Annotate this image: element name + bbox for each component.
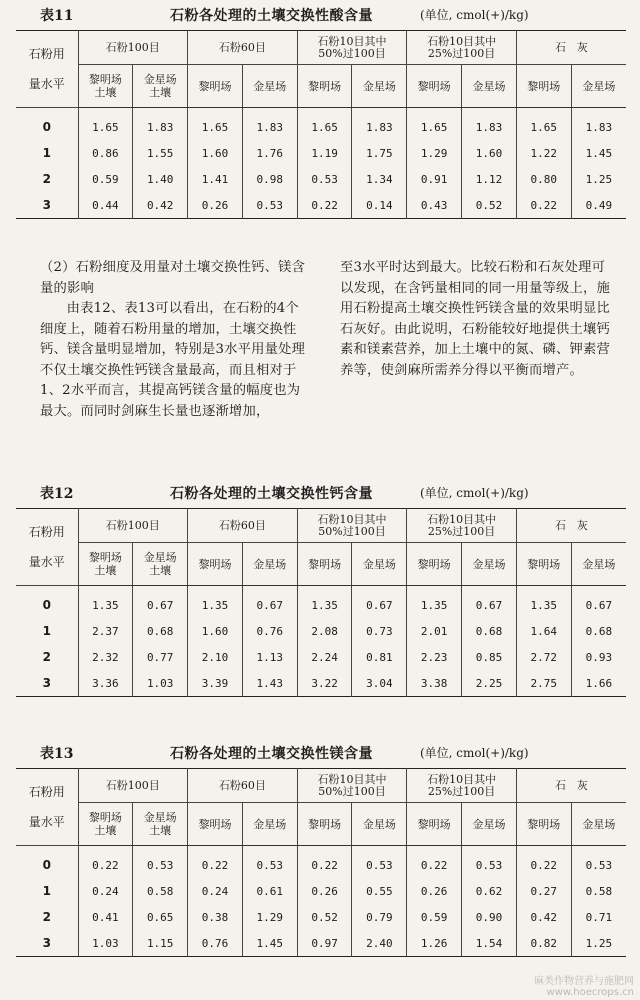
value-cell: 1.83	[133, 108, 188, 141]
data-table	[16, 508, 626, 697]
value-cell: 0.53	[462, 846, 517, 879]
value-cell: 1.43	[242, 670, 297, 697]
level-cell: 1	[42, 146, 51, 160]
value-cell: 1.83	[571, 108, 626, 141]
value-cell: 1.65	[516, 108, 571, 141]
value-cell: 0.58	[133, 878, 188, 904]
value-cell: 0.43	[407, 192, 462, 219]
data-table	[16, 768, 626, 957]
table-label: 表11	[40, 8, 74, 24]
value-cell: 0.82	[516, 930, 571, 957]
value-cell: 1.60	[188, 140, 243, 166]
column-subheader: 黎明场	[516, 65, 571, 108]
value-cell: 1.65	[78, 108, 133, 141]
table-title: 石粉各处理的土壤交换性酸含量	[170, 8, 373, 24]
column-group-header: 石 灰	[516, 31, 626, 65]
watermark-line: www.hoecrops.cn	[546, 987, 634, 998]
value-cell: 1.25	[571, 166, 626, 192]
value-cell: 1.12	[462, 166, 517, 192]
value-cell: 1.65	[407, 108, 462, 141]
value-cell: 0.14	[352, 192, 407, 219]
value-cell: 1.60	[462, 140, 517, 166]
column-subheader: 黎明场	[407, 803, 462, 846]
level-cell: 2	[42, 910, 51, 924]
paragraph-right	[340, 258, 610, 381]
level-cell: 2	[42, 172, 51, 186]
value-cell: 0.67	[462, 586, 517, 619]
value-cell: 2.24	[297, 644, 352, 670]
column-subheader: 黎明场 土壤	[78, 803, 133, 846]
value-cell: 0.68	[133, 618, 188, 644]
value-cell: 1.35	[407, 586, 462, 619]
value-cell: 1.29	[242, 904, 297, 930]
column-subheader: 黎明场	[516, 803, 571, 846]
watermark	[534, 976, 634, 998]
value-cell: 0.73	[352, 618, 407, 644]
value-cell: 0.26	[297, 878, 352, 904]
value-cell: 0.53	[571, 846, 626, 879]
value-cell: 1.13	[242, 644, 297, 670]
table-row	[16, 878, 626, 904]
column-group-header: 石粉10目其中 25%过100目	[407, 509, 517, 543]
value-cell: 1.15	[133, 930, 188, 957]
column-group-header: 石 灰	[516, 769, 626, 803]
value-cell: 3.04	[352, 670, 407, 697]
column-group-header: 石粉60目	[188, 509, 298, 543]
table-12-section	[0, 480, 640, 690]
value-cell: 0.26	[407, 878, 462, 904]
level-cell: 3	[42, 676, 51, 690]
table-row	[16, 108, 626, 141]
level-cell: 0	[42, 598, 51, 612]
value-cell: 0.68	[571, 618, 626, 644]
value-cell: 2.72	[516, 644, 571, 670]
column-group-header: 石粉10目其中 25%过100目	[407, 31, 517, 65]
row-header	[16, 769, 78, 846]
table-13-section	[0, 740, 640, 950]
value-cell: 1.35	[188, 586, 243, 619]
value-cell: 1.22	[516, 140, 571, 166]
value-cell: 0.42	[516, 904, 571, 930]
column-subheader: 金星场 土壤	[133, 65, 188, 108]
table-row	[16, 846, 626, 879]
value-cell: 0.65	[133, 904, 188, 930]
column-subheader: 金星场	[571, 65, 626, 108]
value-cell: 2.23	[407, 644, 462, 670]
table-row	[16, 586, 626, 619]
column-group-header: 石粉10目其中 50%过100目	[297, 31, 407, 65]
value-cell: 1.45	[571, 140, 626, 166]
column-subheader: 黎明场	[516, 543, 571, 586]
value-cell: 0.67	[352, 586, 407, 619]
value-cell: 0.76	[242, 618, 297, 644]
row-header-line: 量水平	[28, 555, 65, 569]
value-cell: 1.83	[242, 108, 297, 141]
value-cell: 0.98	[242, 166, 297, 192]
value-cell: 0.38	[188, 904, 243, 930]
value-cell: 1.65	[297, 108, 352, 141]
column-group-header: 石粉60目	[188, 31, 298, 65]
value-cell: 2.01	[407, 618, 462, 644]
value-cell: 0.81	[352, 644, 407, 670]
table-unit: (单位, cmol(+)/kg)	[420, 486, 529, 500]
value-cell: 0.53	[297, 166, 352, 192]
column-group-header: 石粉10目其中 25%过100目	[407, 769, 517, 803]
value-cell: 0.24	[188, 878, 243, 904]
column-group-header: 石 灰	[516, 509, 626, 543]
value-cell: 0.61	[242, 878, 297, 904]
value-cell: 1.41	[188, 166, 243, 192]
table-caption	[0, 2, 640, 24]
value-cell: 0.52	[462, 192, 517, 219]
value-cell: 0.67	[242, 586, 297, 619]
value-cell: 0.49	[571, 192, 626, 219]
value-cell: 1.40	[133, 166, 188, 192]
column-subheader: 黎明场 土壤	[78, 65, 133, 108]
value-cell: 2.08	[297, 618, 352, 644]
value-cell: 2.32	[78, 644, 133, 670]
value-cell: 0.86	[78, 140, 133, 166]
column-subheader: 金星场	[571, 543, 626, 586]
table-label: 表13	[40, 746, 74, 762]
row-header-line: 量水平	[28, 77, 65, 91]
column-subheader: 金星场	[352, 543, 407, 586]
column-subheader: 金星场	[571, 803, 626, 846]
value-cell: 0.53	[242, 846, 297, 879]
row-header-line: 石粉用	[28, 785, 65, 799]
watermark-line: 麻类作物营养与施肥网	[534, 976, 634, 987]
data-table	[16, 30, 626, 219]
value-cell: 0.59	[407, 904, 462, 930]
row-header-line: 石粉用	[28, 525, 65, 539]
value-cell: 0.79	[352, 904, 407, 930]
value-cell: 0.26	[188, 192, 243, 219]
value-cell: 2.10	[188, 644, 243, 670]
paragraph-left	[40, 258, 310, 422]
value-cell: 0.22	[188, 846, 243, 879]
table-title: 石粉各处理的土壤交换性镁含量	[170, 746, 373, 762]
value-cell: 0.55	[352, 878, 407, 904]
table-caption	[0, 740, 640, 762]
table-11-section	[0, 2, 640, 212]
value-cell: 3.36	[78, 670, 133, 697]
value-cell: 2.40	[352, 930, 407, 957]
value-cell: 1.35	[516, 586, 571, 619]
level-cell: 0	[42, 120, 51, 134]
value-cell: 1.45	[242, 930, 297, 957]
value-cell: 0.62	[462, 878, 517, 904]
level-cell: 3	[42, 198, 51, 212]
value-cell: 1.03	[78, 930, 133, 957]
value-cell: 2.37	[78, 618, 133, 644]
column-subheader: 黎明场	[297, 65, 352, 108]
value-cell: 0.85	[462, 644, 517, 670]
column-group-header: 石粉10目其中 50%过100目	[297, 509, 407, 543]
value-cell: 1.26	[407, 930, 462, 957]
subheading: （2）石粉细度及用量对土壤交换性钙、镁含量的影响	[40, 260, 306, 296]
value-cell: 1.54	[462, 930, 517, 957]
value-cell: 1.25	[571, 930, 626, 957]
row-header-line: 量水平	[28, 815, 65, 829]
column-subheader: 金星场	[352, 65, 407, 108]
column-group-header: 石粉100目	[78, 509, 188, 543]
value-cell: 3.39	[188, 670, 243, 697]
value-cell: 0.77	[133, 644, 188, 670]
column-subheader: 黎明场	[297, 543, 352, 586]
value-cell: 0.24	[78, 878, 133, 904]
value-cell: 0.22	[297, 192, 352, 219]
value-cell: 1.19	[297, 140, 352, 166]
column-subheader: 黎明场 土壤	[78, 543, 133, 586]
value-cell: 0.52	[297, 904, 352, 930]
level-cell: 1	[42, 884, 51, 898]
value-cell: 0.91	[407, 166, 462, 192]
value-cell: 0.44	[78, 192, 133, 219]
column-subheader: 金星场	[242, 803, 297, 846]
value-cell: 1.03	[133, 670, 188, 697]
level-cell: 0	[42, 858, 51, 872]
column-subheader: 金星场	[352, 803, 407, 846]
value-cell: 0.76	[188, 930, 243, 957]
body-text: 至3水平时达到最大。比较石粉和石灰处理可以发现，在含钙量相同的同一用量等级上，施用石粉提高土壤交换性钙镁含量的效果明显比石灰好。由此说明，石粉能较好地提供土壤钙素和镁素营养，加上土壤中的氮、磷、钾素营养等，使剑麻所需养分得以平衡而增产。	[340, 260, 610, 378]
level-cell: 2	[42, 650, 51, 664]
table-row	[16, 192, 626, 219]
column-subheader: 黎明场	[188, 803, 243, 846]
value-cell: 0.53	[352, 846, 407, 879]
column-subheader: 金星场	[242, 65, 297, 108]
value-cell: 1.35	[78, 586, 133, 619]
value-cell: 0.68	[462, 618, 517, 644]
column-subheader: 金星场 土壤	[133, 803, 188, 846]
value-cell: 0.59	[78, 166, 133, 192]
value-cell: 0.97	[297, 930, 352, 957]
table-row	[16, 930, 626, 957]
column-subheader: 黎明场	[407, 543, 462, 586]
column-subheader: 金星场	[462, 65, 517, 108]
value-cell: 0.27	[516, 878, 571, 904]
value-cell: 0.67	[133, 586, 188, 619]
table-row	[16, 140, 626, 166]
table-row	[16, 618, 626, 644]
value-cell: 2.25	[462, 670, 517, 697]
body-text: 由表12、表13可以看出，在石粉的4个细度上，随着石粉用量的增加，土壤交换性钙、镁含量明显增加，特别是3水平用量处理不仅土壤交换性钙镁含量最高，而且相对于1、2水平而言，其提高钙镁含量的幅度也为最大。而同时剑麻生长量也逐渐增加，	[40, 301, 306, 419]
level-cell: 3	[42, 936, 51, 950]
column-subheader: 金星场	[462, 803, 517, 846]
column-subheader: 黎明场	[188, 65, 243, 108]
table-title: 石粉各处理的土壤交换性钙含量	[170, 486, 373, 502]
column-subheader: 黎明场	[297, 803, 352, 846]
value-cell: 1.64	[516, 618, 571, 644]
value-cell: 0.71	[571, 904, 626, 930]
value-cell: 0.22	[516, 192, 571, 219]
table-unit: (单位, cmol(+)/kg)	[420, 8, 529, 22]
value-cell: 0.93	[571, 644, 626, 670]
row-header	[16, 31, 78, 108]
value-cell: 0.53	[133, 846, 188, 879]
column-group-header: 石粉100目	[78, 31, 188, 65]
table-row	[16, 904, 626, 930]
value-cell: 0.80	[516, 166, 571, 192]
column-subheader: 黎明场	[188, 543, 243, 586]
value-cell: 1.66	[571, 670, 626, 697]
value-cell: 0.90	[462, 904, 517, 930]
value-cell: 1.29	[407, 140, 462, 166]
value-cell: 1.83	[352, 108, 407, 141]
column-group-header: 石粉10目其中 50%过100目	[297, 769, 407, 803]
column-subheader: 黎明场	[407, 65, 462, 108]
value-cell: 0.42	[133, 192, 188, 219]
value-cell: 2.75	[516, 670, 571, 697]
value-cell: 3.22	[297, 670, 352, 697]
value-cell: 0.22	[516, 846, 571, 879]
value-cell: 1.35	[297, 586, 352, 619]
row-header-line: 石粉用	[28, 47, 65, 61]
value-cell: 1.55	[133, 140, 188, 166]
value-cell: 0.22	[78, 846, 133, 879]
value-cell: 0.53	[242, 192, 297, 219]
value-cell: 3.38	[407, 670, 462, 697]
table-row	[16, 644, 626, 670]
table-caption	[0, 480, 640, 502]
column-subheader: 金星场 土壤	[133, 543, 188, 586]
value-cell: 1.75	[352, 140, 407, 166]
value-cell: 0.22	[407, 846, 462, 879]
table-label: 表12	[40, 486, 74, 502]
column-group-header: 石粉100目	[78, 769, 188, 803]
column-subheader: 金星场	[242, 543, 297, 586]
level-cell: 1	[42, 624, 51, 638]
value-cell: 0.67	[571, 586, 626, 619]
value-cell: 1.60	[188, 618, 243, 644]
table-row	[16, 166, 626, 192]
column-subheader: 金星场	[462, 543, 517, 586]
row-header	[16, 509, 78, 586]
value-cell: 0.22	[297, 846, 352, 879]
value-cell: 0.58	[571, 878, 626, 904]
value-cell: 1.34	[352, 166, 407, 192]
value-cell: 0.41	[78, 904, 133, 930]
value-cell: 1.83	[462, 108, 517, 141]
column-group-header: 石粉60目	[188, 769, 298, 803]
table-row	[16, 670, 626, 697]
value-cell: 1.65	[188, 108, 243, 141]
table-unit: (单位, cmol(+)/kg)	[420, 746, 529, 760]
value-cell: 1.76	[242, 140, 297, 166]
